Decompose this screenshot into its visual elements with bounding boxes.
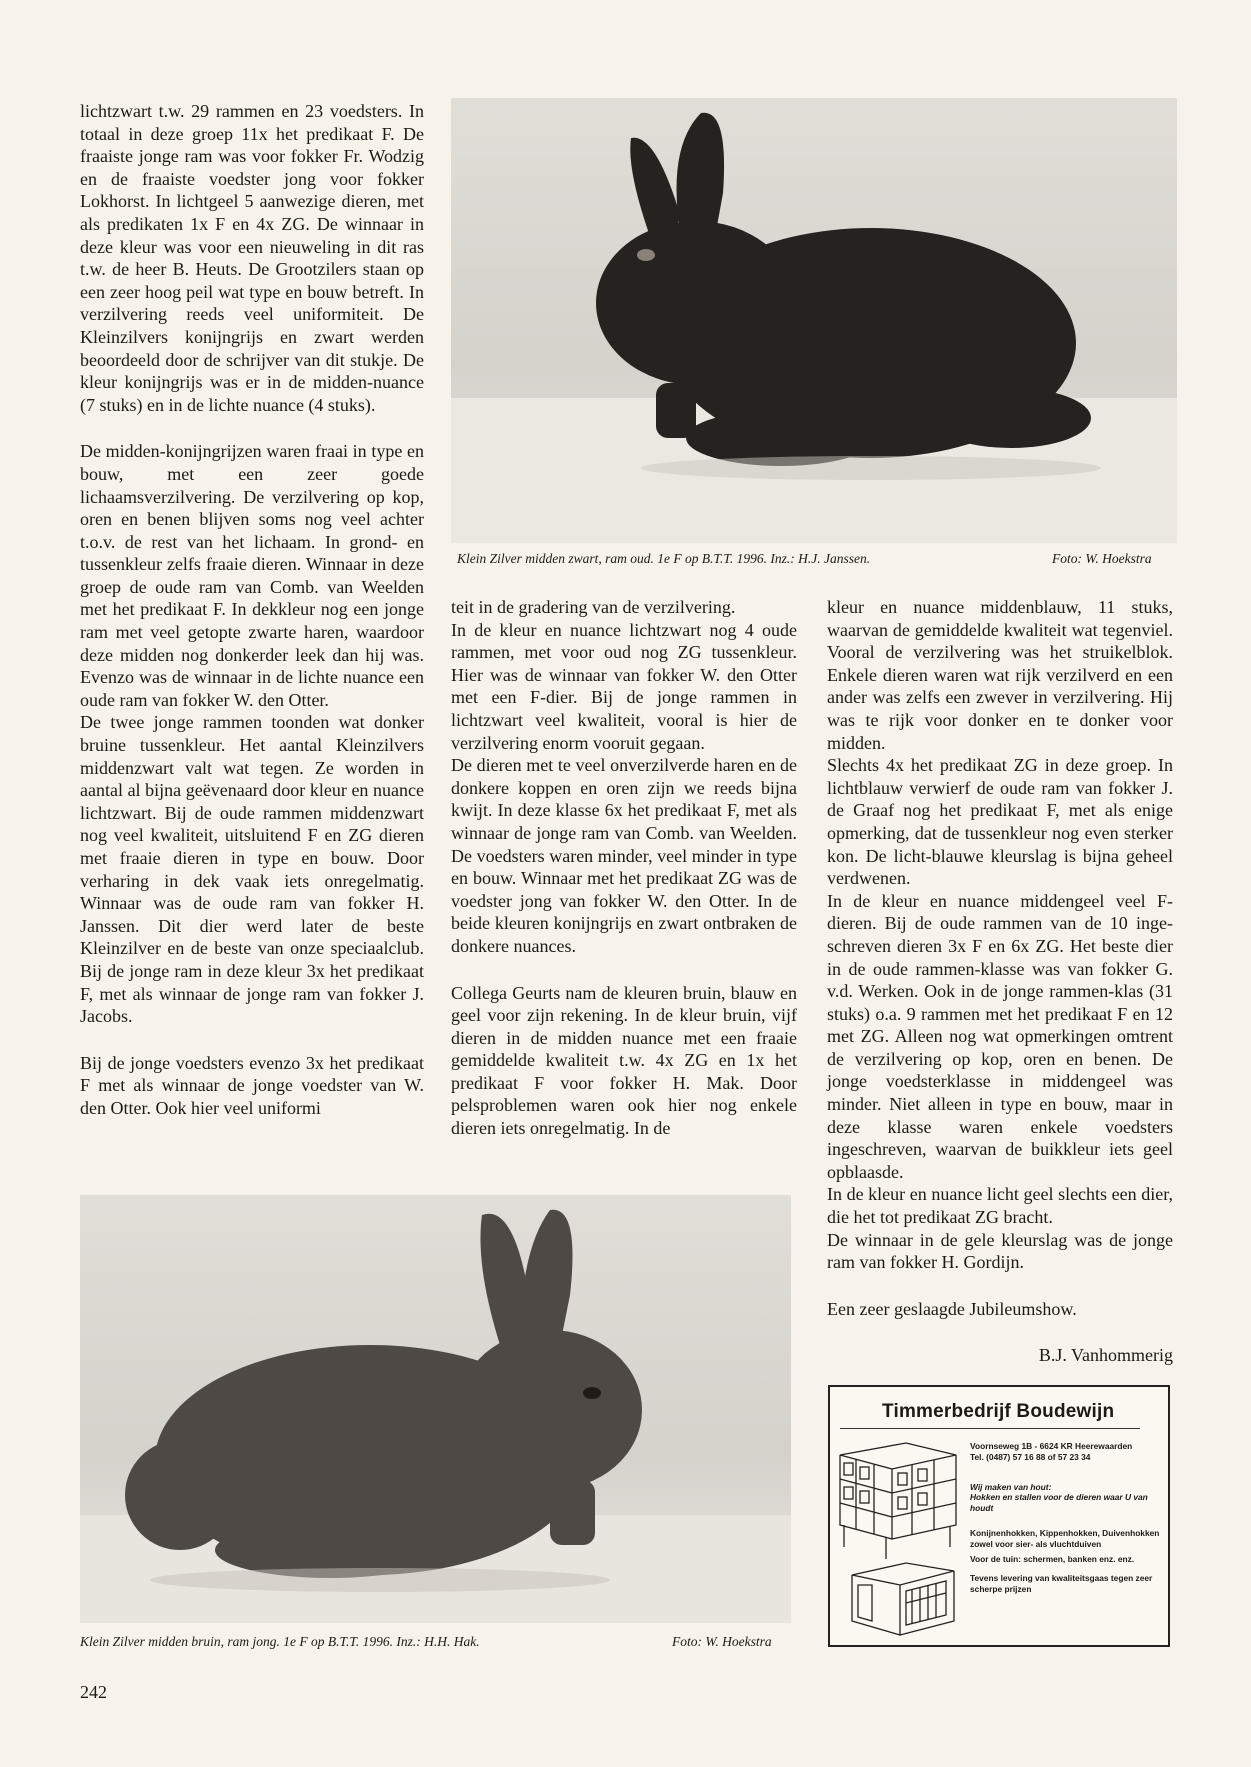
paragraph: De twee jonge rammen toonden wat donker bruine tussenkleur. Het aantal Kleinzilvers middenzwart valt wat tegen. Ze worden in aantal al bijna geëvenaard door kleur en nuance lichtzwart. Bij de oude rammen middenzwart nog veel kwaliteit, uitsluitend F en ZG dieren met fraaie dieren in type en bouw. Door verharing in dek vaak iets onregelmatig. Winnaar was de oude ram van fokker H. Janssen. Dit dier werd later de beste Kleinzilver en de beste van onze speciaalclub. Bij de jonge ram in deze kleur 3x het predikaat F, met als winnaar de jonge ram van fokker J. Jacobs. [80,712,424,1027]
rabbit-hutch-icon [836,1425,962,1640]
photo-caption: Klein Zilver midden zwart, ram oud. 1e F op B.T.T. 1996. Inz.: H.J. Janssen. [457,551,871,566]
ad-tagline: Hokken en stallen voor de dieren waar U van houdt [970,1492,1148,1513]
ad-title: Timmerbedrijf Boudewijn [882,1401,1115,1422]
rabbit-illustration [80,1195,791,1623]
advertisement-box [828,1385,1170,1647]
paragraph: kleur en nuance middenblauw, 11 stuks, waarvan de gemiddelde kwaliteit wat tegenviel. Vooral de verzilvering was het struikelblok. Enkele dieren waren wat rijk verzilverd en een ander was zelfs een zwever in verzilvering. Hij was te rijk voor donker en te donker voor midden. [827,597,1173,753]
page-number: 242 [80,1682,107,1702]
paragraph: De dieren met te veel onverzilverde haren en de donkere koppen en oren zijn we reeds bijna kwijt. In deze klasse 6x het predikaat F, met als winnaar de jonge ram van Comb. van Weelden. De voedsters waren minder, veel minder in type en bouw. Winnaar met het predikaat ZG was de voedster jong van fokker W. den Otter. In de beide kleuren konijngrijs en zwart ontbraken de donkere nuances. [451,755,797,956]
photo-credit: Foto: W. Hoekstra [1052,551,1152,566]
paragraph: In de kleur en nuance licht geel slechts een dier, die het tot predikaat ZG bracht. [827,1184,1173,1228]
ad-products: Konijnenhokken, Kippenhokken, Duivenhokken zowel voor sier- als vluchtduiven [970,1528,1160,1549]
rabbit-photo-black [451,98,1177,543]
article-column-left [80,100,424,1120]
ad-address: Voornseweg 1B - 6624 KR Heerewaarden [970,1441,1133,1451]
ad-garden: Voor de tuin: schermen, banken enz. enz. [970,1554,1135,1564]
paragraph: De midden-konijngrijzen waren fraai in type en bouw, met een zeer goede lichaamsverzilvering. De verzilvering op kop, oren en benen blijven soms nog veel achter t.o.v. de rest van het lichaam. In grond- en tussenkleur zelfs fraaie dieren. Winnaar in deze groep de oude ram van Comb. van Weelden met het predikaat F. In dekkleur nog een jonge ram met veel getopte zwarte haren, waardoor deze midden nog donkerder leek dan hij was. Evenzo was de winnaar in de lichte nuance een oude ram van fokker W. den Otter. [80,441,424,710]
article-column-right [827,596,1173,1367]
paragraph: teit in de gradering van de verzilvering. [451,597,736,617]
paragraph: Bij de jonge voedsters evenzo 3x het predikaat F met als winnaar de jonge voedster van W. den Otter. Ook hier veel uniformi [80,1052,424,1118]
author-signature: B.J. Vanhommerig [1038,1345,1173,1366]
paragraph: lichtzwart t.w. 29 rammen en 23 voedsters. In totaal in deze groep 11x het predikaat F. De fraaiste jonge ram was voor fokker Fr. Wodzig en de fraaiste voedster jong voor fokker Lokhorst. In lichtgeel 5 aanwezige dieren, met als predikaten 1x F en 4x ZG. De winnaar in deze kleur was voor een nieuweling in dit ras t.w. de heer B. Heuts. De Grootzilers staan op een zeer hoog peil wat type en bouw betreft. In verzilvering reeds veel uniformiteit. De Kleinzilvers konijngrijs en zwart werden beoordeeld door de schrijver van dit stukje. De kleur konijngrijs was er in de midden-nuance (7 stuks) en in de lichte nuance (4 stuks). [80,101,424,415]
paragraph: De winnaar in de gele kleurslag was de jonge ram van fokker H. Gordijn. [827,1229,1173,1273]
paragraph: In de kleur en nuance lichtzwart nog 4 oude rammen, met voor oud nog ZG tussenkleur. Hier was de winnaar van fokker W. den Otter met een F-dier. Bij de jonge rammen in lichtzwart veel kwaliteit, vooral is hier de verzilvering enorm vooruit gegaan. [451,619,797,753]
ad-fence: Tevens levering van kwaliteitsgaas tegen zeer scherpe prijzen [970,1573,1153,1594]
photo-credit: Foto: W. Hoekstra [672,1634,772,1649]
rabbit-illustration [451,98,1177,543]
paragraph: Een zeer geslaagde Jubileumshow. [827,1298,1077,1319]
ad-tagline: Wij maken van hout: [970,1482,1052,1492]
paragraph: In de kleur en nuance middengeel veel F-dieren. Bij de oude rammen van de 10 ingeschreven dieren 3x F en 6x ZG. Het beste dier in de oude rammen-klasse was van fokker G. v.d. Werken. Ook in de jonge rammen-klas (31 stuks) o.a. 9 rammen met het predikaat F en 12 met ZG. Alleen nog wat opmerkingen omtrent de verzilvering op kop, oren en benen. De jonge voedsterklasse in middengeel was minder. Niet alleen in type en bouw, maar in deze klasse waren enkele voedsters ingeschreven, waarvan de buikkleur iets geel opblaasde. [827,890,1173,1182]
paragraph: Collega Geurts nam de kleuren bruin, blauw en geel voor zijn rekening. In de kleur bruin, vijf dieren in de midden nuance met een fraaie gemiddelde kwaliteit t.w. 4x ZG en 1x het predikaat F voor fokker H. Mak. Door pelsproblemen waren ook hier nog enkele dieren iets onregelmatig. In de [451,982,797,1139]
photo-caption: Klein Zilver midden bruin, ram jong. 1e F op B.T.T. 1996. Inz.: H.H. Hak. [80,1634,480,1649]
paragraph: Slechts 4x het predikaat ZG in deze groep. In lichtblauw verwierf de oude ram van fokker J. de Graaf nog het predikaat F, met als enige opmerking, dat de tussenkleur nog even sterker kon. De licht-blauwe kleurslag is bijna geheel verdwenen. [827,755,1173,889]
rabbit-photo-brown [80,1195,791,1623]
article-column-middle [451,596,797,1140]
ad-phone: Tel. (0487) 57 16 88 of 57 23 34 [970,1452,1091,1462]
